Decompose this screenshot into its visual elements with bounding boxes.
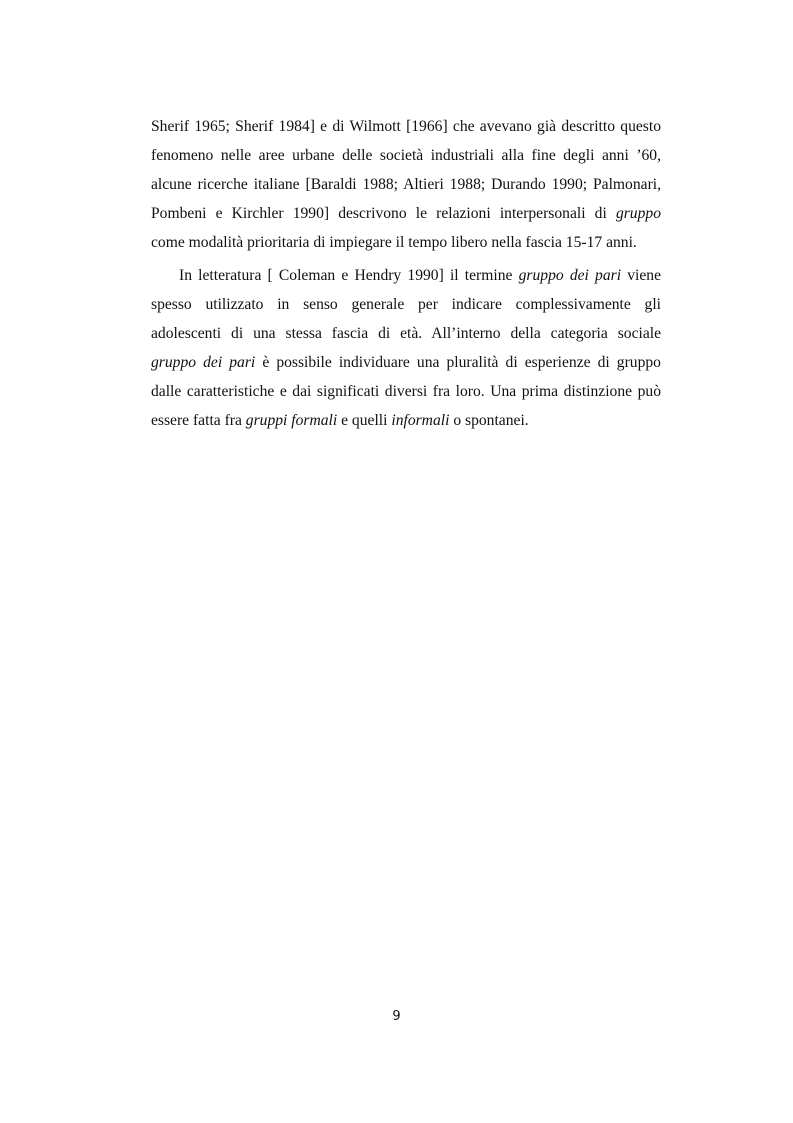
- text-run: spesso utilizzato in senso generale per indicare complessivamente gli: [151, 296, 661, 313]
- text-line: [151, 112, 661, 141]
- text-line: [151, 228, 661, 257]
- paragraph: [151, 261, 661, 435]
- italic-term: gruppo dei pari: [518, 267, 622, 284]
- text-line: [151, 170, 661, 199]
- paragraph: [151, 112, 661, 257]
- text-run: e quelli: [337, 412, 392, 429]
- text-run: come modalità prioritaria di impiegare il tempo libero nella fascia 15-17 anni.: [151, 234, 637, 251]
- text-run: essere fatta fra: [151, 412, 246, 429]
- text-line: [151, 406, 661, 435]
- page-number: 9: [392, 1009, 401, 1024]
- text-run: o spontanei.: [449, 412, 529, 429]
- text-run: In letteratura [ Coleman e Hendry 1990] il termine: [179, 267, 519, 284]
- text-run: dalle caratteristiche e dai significati diversi fra loro. Una prima distinzione può: [151, 383, 661, 400]
- text-line: [151, 377, 661, 406]
- text-line: [151, 141, 661, 170]
- text-line: [151, 290, 661, 319]
- text-line: [151, 319, 661, 348]
- italic-term: gruppo: [615, 205, 661, 222]
- text-run: fenomeno nelle aree urbane delle società industriali alla fine degli anni ’60,: [151, 147, 661, 164]
- italic-term: gruppo dei pari: [151, 354, 256, 371]
- text-run: viene: [621, 267, 662, 284]
- text-line: [151, 348, 661, 377]
- body-text: [151, 112, 661, 435]
- text-run: è possibile individuare una pluralità di esperienze di gruppo: [255, 354, 661, 371]
- italic-term: informali: [391, 412, 450, 429]
- text-line: [151, 261, 661, 290]
- text-run: Pombeni e Kirchler 1990] descrivono le relazioni interpersonali di: [151, 205, 616, 222]
- text-line: [151, 199, 661, 228]
- text-run: alcune ricerche italiane [Baraldi 1988; Altieri 1988; Durando 1990; Palmonari,: [151, 176, 661, 193]
- text-run: Sherif 1965; Sherif 1984] e di Wilmott [1966] che avevano già descritto questo: [151, 118, 661, 135]
- italic-term: gruppi formali: [245, 412, 338, 429]
- text-run: adolescenti di una stessa fascia di età. All’interno della categoria sociale: [151, 325, 661, 342]
